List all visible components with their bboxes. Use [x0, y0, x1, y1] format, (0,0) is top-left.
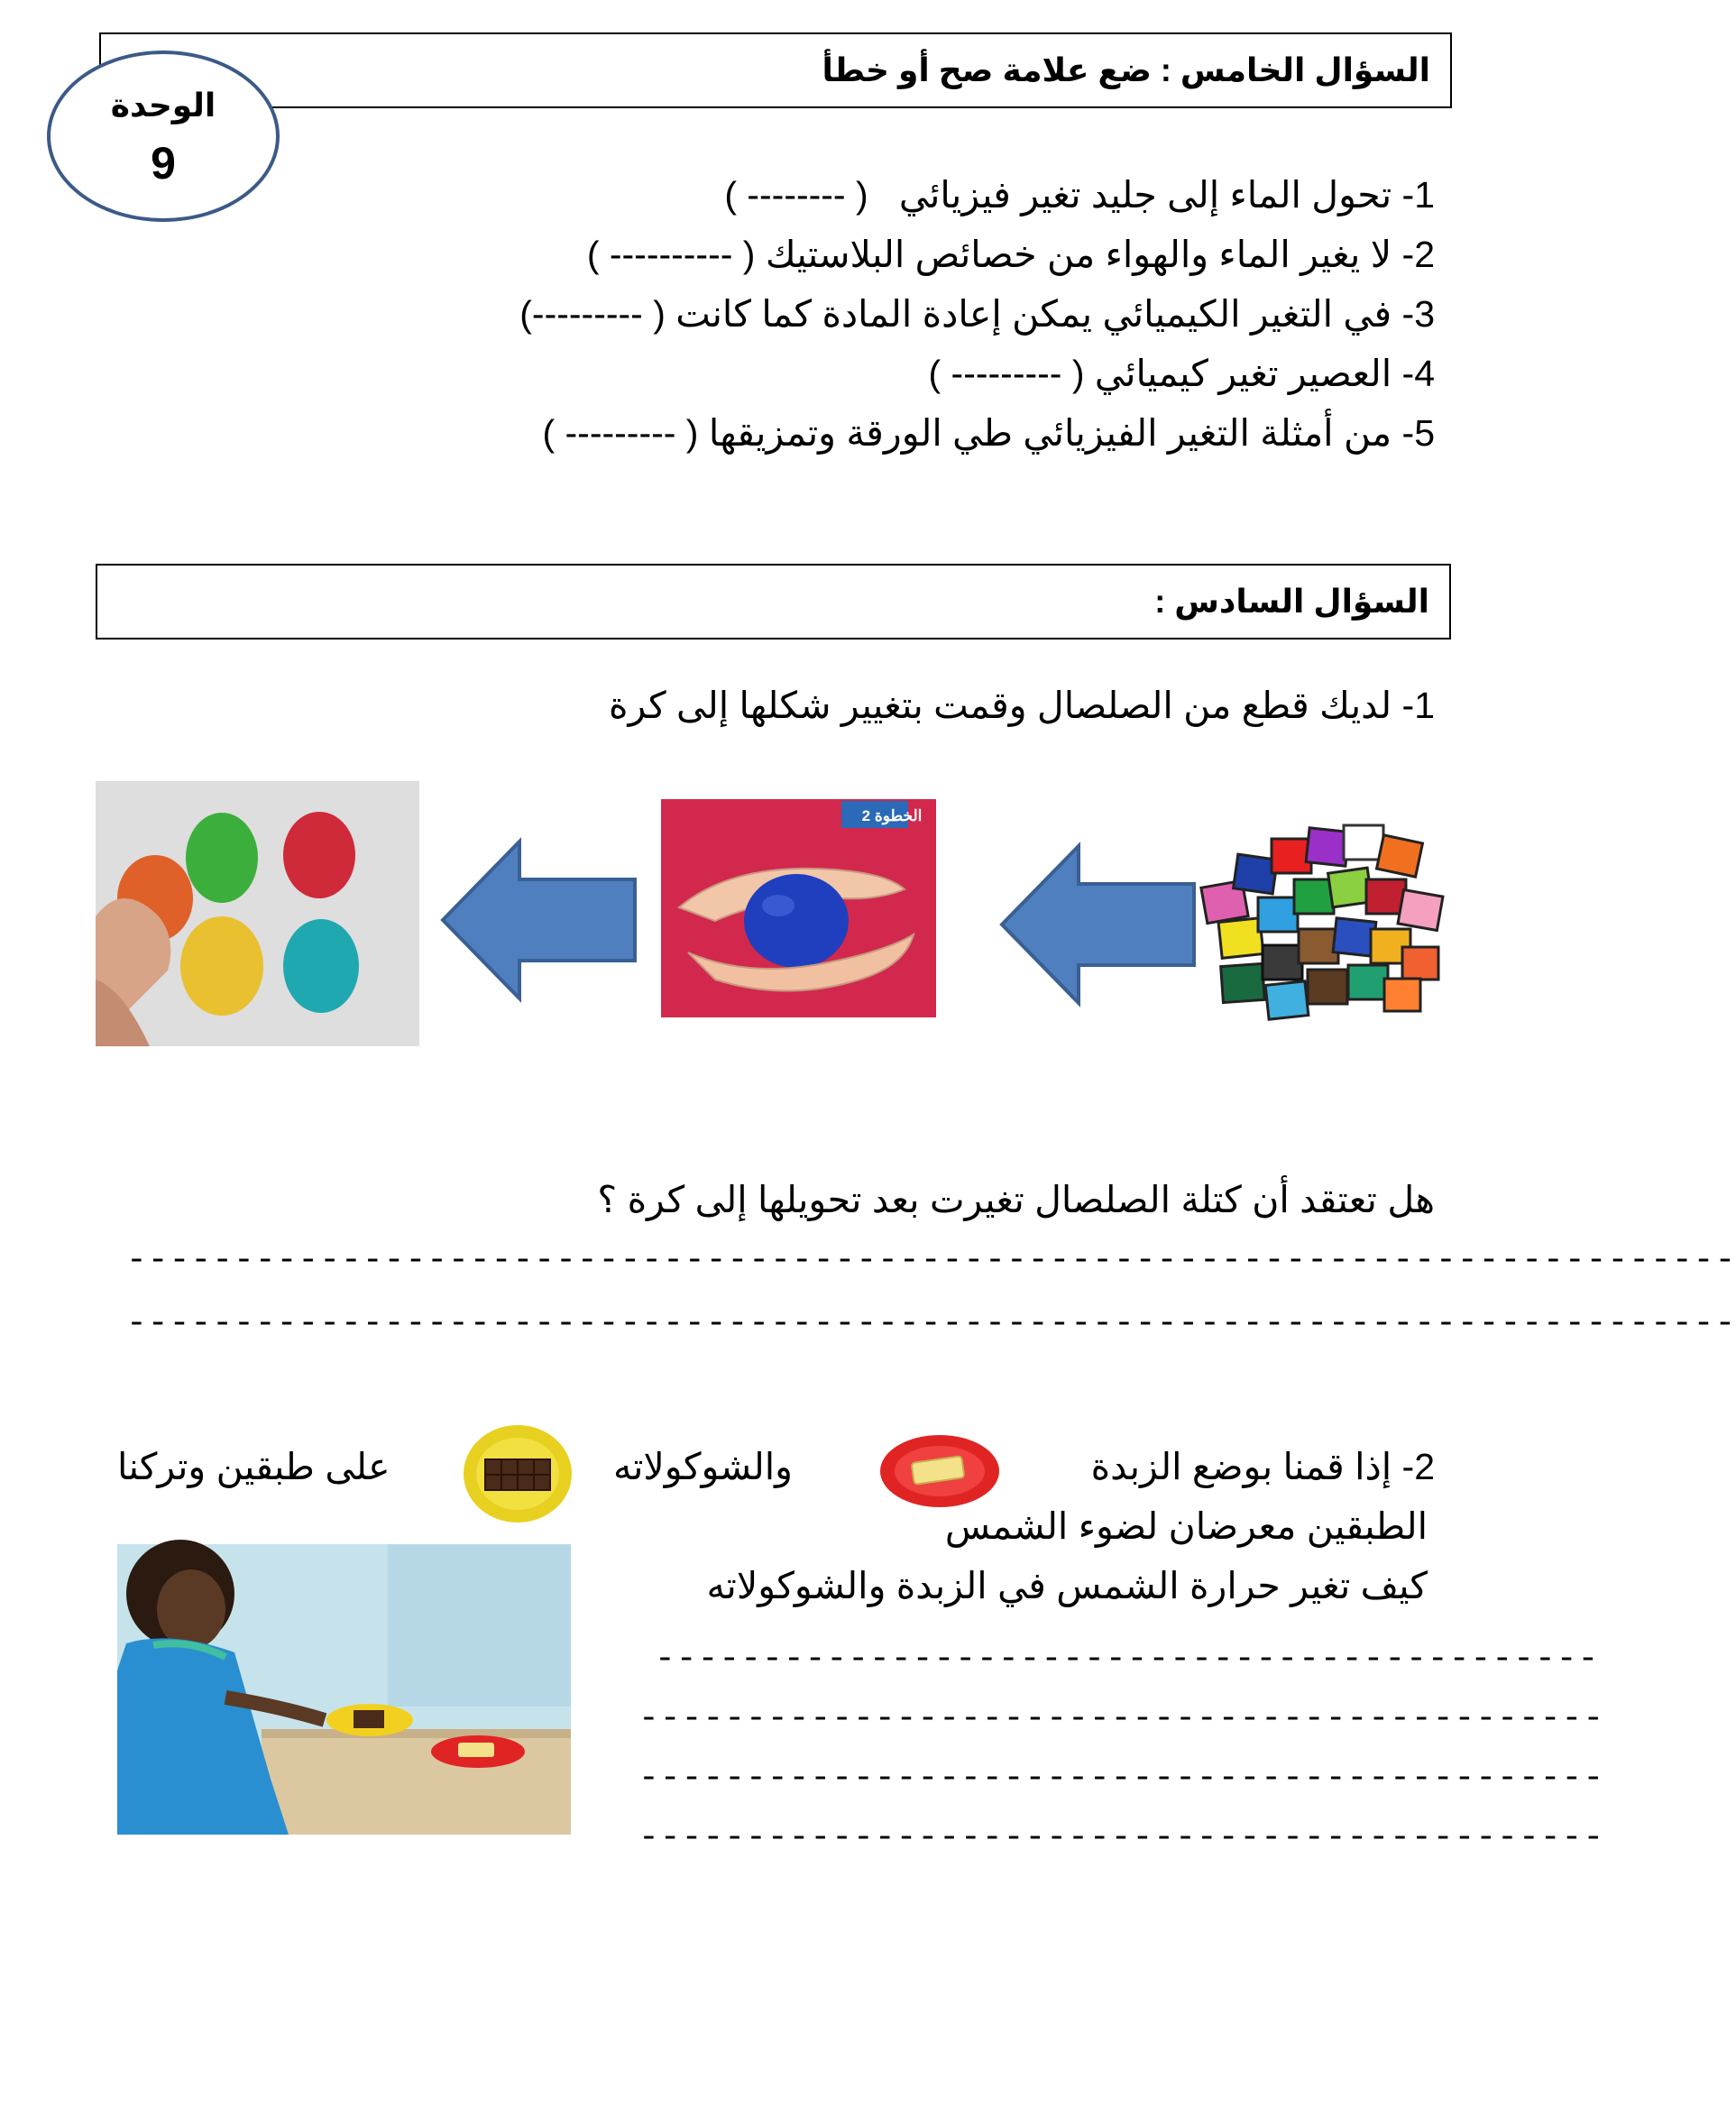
- answer-line[interactable]: --------------------------------------------: [655, 1640, 1600, 1679]
- answer-blank[interactable]: ( ---------- ): [586, 234, 756, 275]
- q5-title: السؤال الخامس : ضع علامة صح أو خطأ: [822, 51, 1430, 88]
- item-text: العصير تغير كيميائي: [1094, 353, 1392, 394]
- q5-item-3: [519, 292, 1435, 336]
- answer-blank[interactable]: ( --------- ): [542, 412, 699, 454]
- q5-item-5: [542, 411, 1435, 455]
- butter-plate-image: [877, 1431, 1003, 1512]
- q5-item-2: [587, 233, 1435, 276]
- item-text: لا يغير الماء والهواء من خصائص البلاستيك: [765, 234, 1392, 275]
- q6-title: السؤال السادس :: [1154, 583, 1429, 620]
- q6-part2-text-a: 2- إذا قمنا بوضع الزبدة: [1090, 1446, 1435, 1487]
- unit-number: 9: [151, 138, 176, 189]
- item-text: في التغير الكيميائي يمكن إعادة المادة كما كانت: [675, 293, 1392, 335]
- unit-label: الوحدة: [110, 87, 216, 124]
- q6-part1-text: 1- لديك قطع من الصلصال وقمت بتغيير شكلها إلى كرة: [609, 685, 1435, 726]
- unit-badge: [47, 51, 280, 222]
- item-number: 3-: [1401, 293, 1435, 335]
- answer-line[interactable]: ---------------------------------------------------------------------------: [126, 1304, 1736, 1343]
- q6-part2-text-c: على طبقين وتركنا: [117, 1446, 390, 1487]
- step-badge: الخطوة 2: [861, 807, 923, 824]
- answer-blank[interactable]: ( -------- ): [724, 174, 868, 216]
- clay-balls-image: [96, 781, 419, 1046]
- answer-line[interactable]: ---------------------------------------------: [638, 1759, 1605, 1798]
- left-arrow-icon: [440, 839, 638, 1001]
- rolling-clay-image: [661, 799, 936, 1017]
- item-number: 4-: [1401, 353, 1435, 394]
- item-number: 1-: [1401, 174, 1435, 216]
- left-arrow-icon: [999, 843, 1198, 1006]
- q6-part2-text-b: والشوكولاته: [613, 1446, 793, 1487]
- item-number: 5-: [1401, 412, 1435, 454]
- q6-title-box: [96, 564, 1451, 639]
- q5-item-1: [724, 173, 1435, 216]
- q5-title-box: [99, 32, 1452, 108]
- girl-with-plates-image: [117, 1544, 571, 1835]
- q6-part2-question: كيف تغير حرارة الشمس في الزبدة والشوكولاته: [706, 1565, 1428, 1606]
- clay-pieces-image: [1195, 803, 1449, 1028]
- item-text: تحول الماء إلى جليد تغير فيزيائي: [898, 174, 1392, 216]
- answer-blank[interactable]: ( ---------): [519, 293, 666, 335]
- answer-line[interactable]: ---------------------------------------------------------------------------: [126, 1241, 1736, 1280]
- answer-line[interactable]: ---------------------------------------------: [638, 1699, 1605, 1738]
- item-number: 2-: [1401, 234, 1435, 275]
- answer-line[interactable]: ---------------------------------------------: [638, 1818, 1605, 1857]
- chocolate-plate-image: [460, 1418, 575, 1524]
- item-text: من أمثلة التغير الفيزيائي طي الورقة وتمزيقها: [708, 412, 1392, 454]
- q6-part1-question: هل تعتقد أن كتلة الصلصال تغيرت بعد تحويلها إلى كرة ؟: [597, 1179, 1435, 1220]
- q6-part2-line2: الطبقين معرضان لضوء الشمس: [944, 1505, 1428, 1547]
- answer-blank[interactable]: ( --------- ): [928, 353, 1085, 394]
- q5-item-4: [929, 352, 1435, 395]
